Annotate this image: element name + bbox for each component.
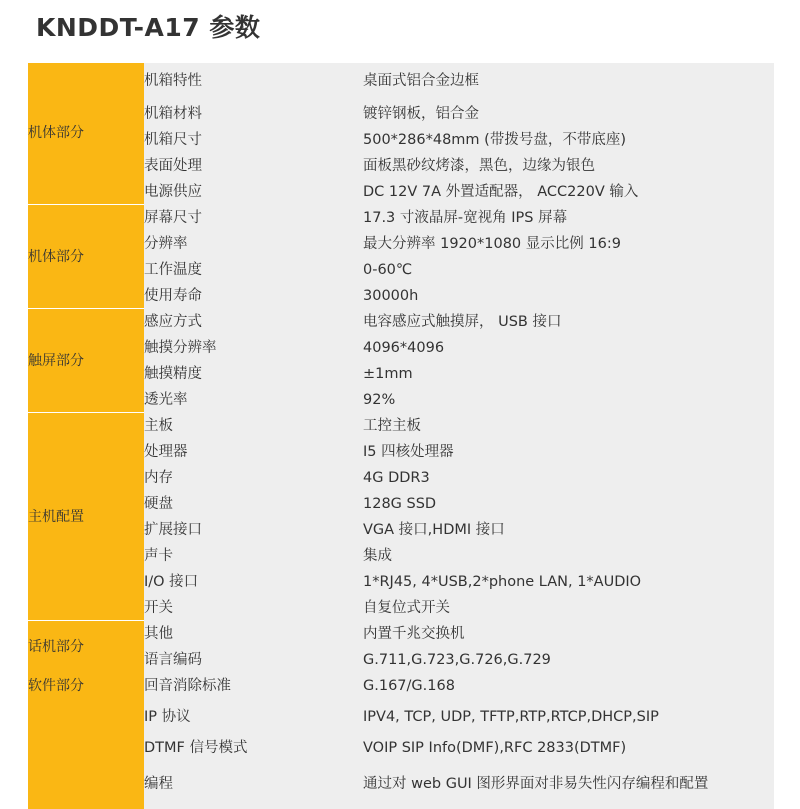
spec-value: 500*286*48mm (带拨号盘，不带底座) [363,132,626,148]
spec-key: 机箱尺寸 [144,132,202,148]
spec-value: 自复位式开关 [363,600,450,616]
group-divider [28,204,144,205]
spec-key: IP 协议 [144,709,191,725]
spec-value: VOIP SIP Info(DMF),RFC 2833(DTMF) [363,740,627,756]
spec-key: 主板 [144,418,173,434]
group-divider [28,308,144,309]
spec-key: 屏幕尺寸 [144,210,202,226]
spec-key: 电源供应 [144,184,202,200]
spec-value: 92% [363,392,396,408]
spec-value: 内置千兆交换机 [363,626,465,642]
spec-key: 机箱材料 [144,106,202,122]
spec-key: 硬盘 [144,496,173,512]
spec-key: 回音消除标准 [144,678,231,694]
spec-key: 声卡 [144,548,173,564]
spec-value: 通过对 web GUI 图形界面对非易失性闪存编程和配置 [363,776,709,792]
spec-key: 处理器 [144,444,188,460]
spec-key: 开关 [144,600,173,616]
spec-table [28,63,774,809]
spec-value: 4G DDR3 [363,470,430,486]
spec-value: 0-60℃ [363,262,413,278]
spec-key: I/O 接口 [144,574,199,590]
spec-key: 编程 [144,776,173,792]
group-label-software: 软件部分 [28,678,84,694]
spec-key: 内存 [144,470,173,486]
group-label-touch: 触屏部分 [28,353,84,369]
group-divider [28,412,144,413]
spec-value: 128G SSD [363,496,437,512]
spec-value: 4096*4096 [363,340,445,356]
spec-key: 其他 [144,626,173,642]
spec-value: 桌面式铝合金边框 [363,73,479,89]
group-label-phone: 话机部分 [28,639,84,655]
spec-value: G.167/G.168 [363,678,455,694]
spec-value: 镀锌钢板，铝合金 [363,106,479,122]
category-column [28,63,144,809]
spec-value: IPV4, TCP, UDP, TFTP,RTP,RTCP,DHCP,SIP [363,709,659,725]
spec-key: 触摸精度 [144,366,202,382]
group-label-screen: 机体部分 [28,249,84,265]
spec-value: 电容感应式触摸屏， USB 接口 [363,314,562,330]
spec-key: 使用寿命 [144,288,202,304]
spec-value: ±1mm [363,366,413,382]
spec-key: 透光率 [144,392,188,408]
group-label-chassis: 机体部分 [28,125,84,141]
spec-key: DTMF 信号模式 [144,740,248,756]
page-title: KNDDT-A17 参数 [36,13,261,42]
spec-key: 工作温度 [144,262,202,278]
spec-value: VGA 接口,HDMI 接口 [363,522,505,538]
spec-key: 分辨率 [144,236,188,252]
spec-value: 集成 [363,548,392,564]
spec-key: 感应方式 [144,314,202,330]
group-divider [28,620,144,621]
group-label-host: 主机配置 [28,509,84,525]
spec-key: 机箱特性 [144,73,202,89]
spec-value: 30000h [363,288,419,304]
spec-value: I5 四核处理器 [363,444,454,460]
spec-value: 最大分辨率 1920*1080 显示比例 16:9 [363,236,621,252]
spec-value: 1*RJ45, 4*USB,2*phone LAN, 1*AUDIO [363,574,642,590]
spec-value: 17.3 寸液晶屏-宽视角 IPS 屏幕 [363,210,568,226]
spec-key: 语言编码 [144,652,202,668]
spec-value: G.711,G.723,G.726,G.729 [363,652,551,668]
spec-key: 触摸分辨率 [144,340,217,356]
spec-value: 工控主板 [363,418,421,434]
spec-key: 表面处理 [144,158,202,174]
spec-key: 扩展接口 [144,522,202,538]
spec-value: DC 12V 7A 外置适配器， ACC220V 输入 [363,184,639,200]
spec-value: 面板黑砂纹烤漆，黑色，边缘为银色 [363,158,595,174]
